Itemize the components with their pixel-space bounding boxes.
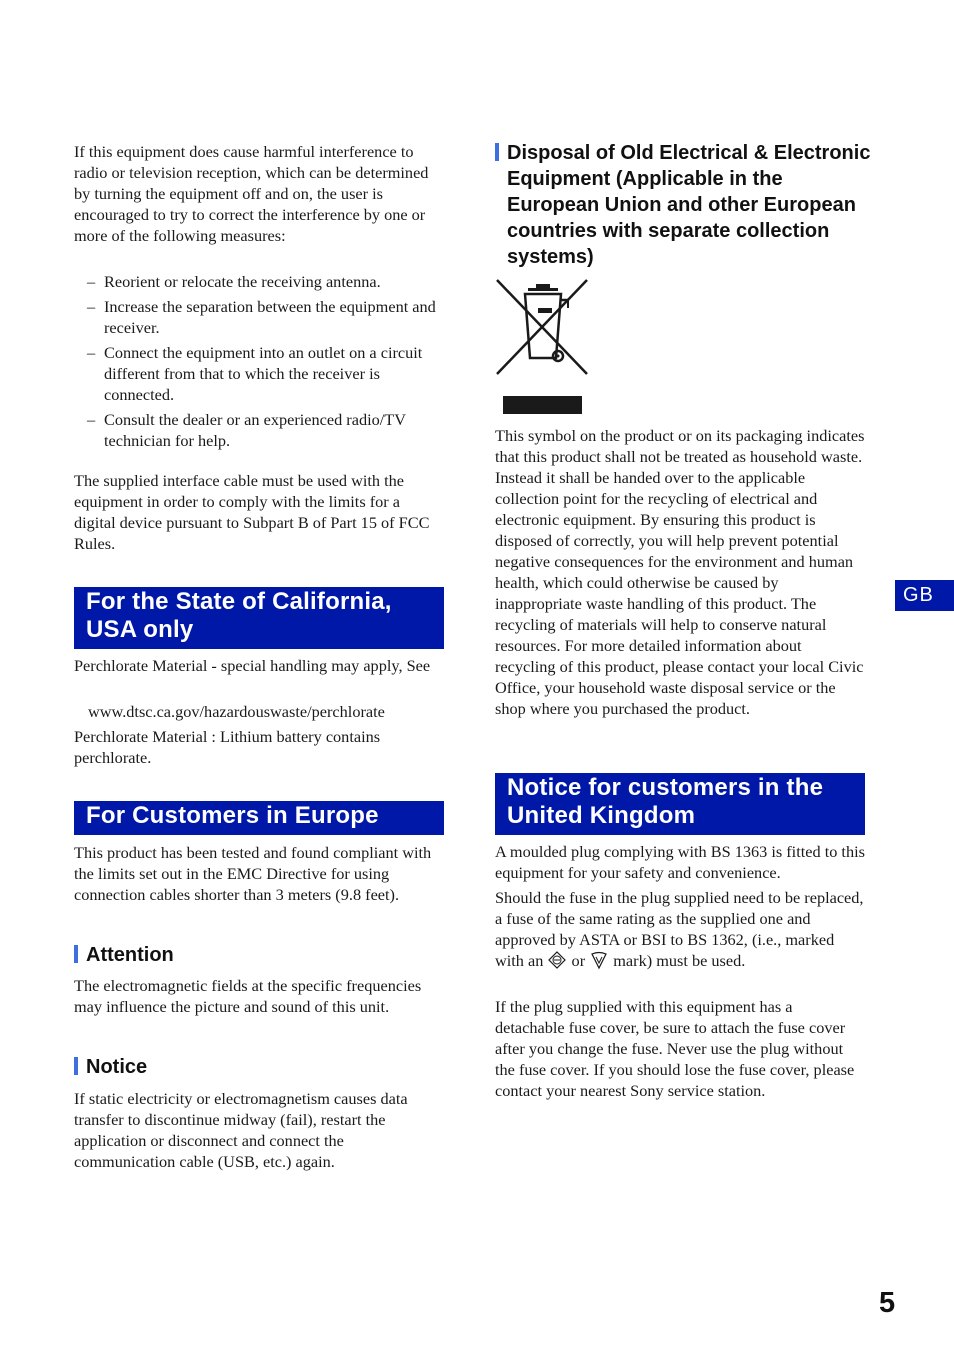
notice-para: If static electricity or electromagnetism causes data transfer to discontinue midway (fail), restart the application or disconnect and connect the communication cable (USB, etc.) again. — [74, 1089, 408, 1171]
uk-para-3: If the plug supplied with this equipment has a detachable fuse cover, be sure to attach the fuse cover after you change the fuse. Never use the plug without the fuse cover. If you should lose the fuse cover, please contact your nearest Sony service station. — [495, 997, 855, 1100]
heading-marker — [495, 143, 499, 161]
list-item: – Reorient or relocate the receiving antenna. — [74, 271, 444, 292]
list-item: – Consult the dealer or an experienced radio/TV technician for help. — [74, 409, 444, 451]
language-tab-gb: GB — [895, 580, 954, 611]
uk-para-1: A moulded plug complying with BS 1363 is fitted to this equipment for your safety and convenience. — [495, 842, 865, 882]
uk-para-2-or: or — [571, 951, 586, 970]
uk-para-2-before: Should the fuse in the plug supplied need to be replaced, a fuse of the same rating as the supplied one and approved by ASTA or BSI to BS 1362, (i.e., marked with an — [495, 888, 864, 970]
attention-para: The electromagnetic fields at the specific frequencies may influence the picture and sound of this unit. — [74, 976, 422, 1016]
perchlorate-url: www.dtsc.ca.gov/hazardouswaste/perchlorate — [88, 702, 385, 721]
europe-para: This product has been tested and found compliant with the limits set out in the EMC Directive for using connection cables shorter than 3 meters (9.8 feet). — [74, 843, 432, 904]
disposal-para: This symbol on the product or on its packaging indicates that this product shall not be treated as household waste. Instead it shall be handed over to the applicable collection point for the recycling of electrical and electronic equipment. By ensuring this product is disposed of correctly, you will help prevent potential negative consequences for the environment and human health, which could otherwise be caused by inappropriate waste handling of this product. The recycling of materials will help to conserve natural resources. For more detailed information about recycling of this product, please contact your local Civic Office, your household waste disposal service or the shop where you purchased the product. — [495, 426, 865, 718]
bsi-kitemark-icon — [589, 950, 609, 970]
disposal-heading-text: Disposal of Old Electrical & Electronic Equipment (Applicable in the European Union and other European countries with separate collection systems) — [507, 142, 871, 268]
lithium-para: Perchlorate Material : Lithium battery contains perchlorate. — [74, 727, 381, 767]
measures-list — [74, 271, 444, 455]
uk-heading: Notice for customers in the United Kingdom — [495, 773, 865, 835]
notice-heading-text: Notice — [86, 1056, 148, 1078]
europe-heading: For Customers in Europe — [74, 801, 444, 835]
uk-para-2-after: mark) must be used. — [613, 951, 746, 970]
notice-heading — [74, 1054, 456, 1080]
crossed-out-wheeled-bin-icon — [495, 276, 595, 416]
uk-para-2 — [495, 887, 865, 971]
california-heading: For the State of California, USA only — [74, 587, 444, 649]
disposal-heading — [495, 140, 877, 270]
attention-heading — [74, 942, 456, 968]
perchlorate-para: Perchlorate Material - special handling may apply, See — [74, 656, 431, 675]
list-item: – Increase the separation between the equipment and receiver. — [74, 296, 444, 338]
list-item: – Connect the equipment into an outlet on a circuit different from that to which the receiver is connected. — [74, 342, 444, 405]
attention-heading-text: Attention — [86, 944, 174, 966]
interface-cable-para: The supplied interface cable must be used with the equipment in order to comply with the limits for a digital device pursuant to Subpart B of Part 15 of FCC Rules. — [74, 471, 430, 553]
asta-mark-icon — [547, 950, 567, 970]
interference-intro: If this equipment does cause harmful interference to radio or television reception, which can be determined by turning the equipment off and on, the user is encouraged to try to correct the interference by one or more of the following measures: — [74, 142, 429, 245]
page-number: 5 — [879, 1287, 896, 1319]
heading-marker — [74, 1057, 78, 1075]
heading-marker — [74, 945, 78, 963]
